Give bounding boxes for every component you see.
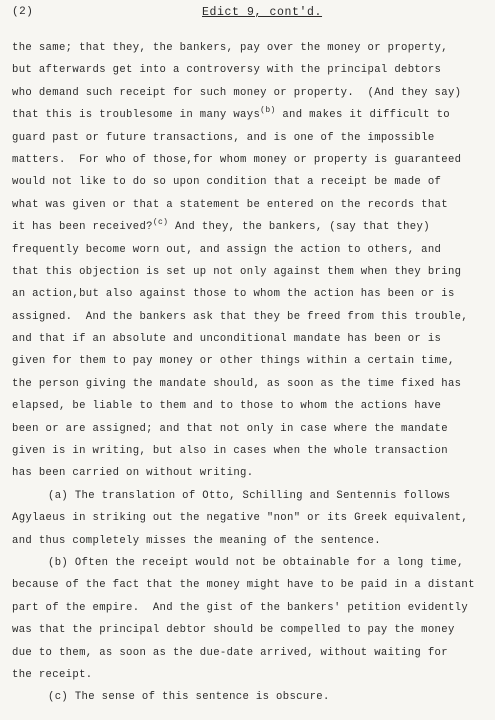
text-line: given for them to pay money or other things within a certain time, [12,355,455,368]
text-line: given is in writing, but also in cases when the whole transaction [12,445,448,458]
text-line: been or are assigned; and that not only in case where the mandate [12,422,448,435]
text-line: part of the empire. And the gist of the bankers' petition evidently [12,601,469,614]
text-line: elapsed, be liable to them and to those to whom the actions have [12,400,442,413]
text-line: and thus completely misses the meaning of the sentence. [12,534,381,547]
page-number: (2) [12,6,34,18]
text-line: what was given or that a statement be entered on the records that [12,198,448,211]
text-line: assigned. And the bankers ask that they be freed from this trouble, [12,310,469,323]
page-title: Edict 9, cont'd. [202,6,323,19]
text-line: matters. For who of those,for whom money or property is guaranteed [12,153,462,166]
line-text: it has been received? [12,221,153,234]
page-header [12,6,483,22]
text-line: who demand such receipt for such money or property. (And they say) [12,86,462,99]
text-line: the same; that they, the bankers, pay over the money or property, [12,42,448,54]
text-line: due to them, as soon as the due-date arrived, without waiting for [12,646,448,659]
line-text: and makes it difficult to [275,109,451,122]
text-line: guard past or future transactions, and is one of the impossible [12,131,435,144]
footnote-marker: (c) [152,218,169,228]
text-line: the receipt. [12,668,93,681]
text-line: and that if an absolute and unconditional mandate has been or is [12,333,442,346]
text-line: has been carried on without writing. [12,467,254,480]
document-body [12,37,489,709]
text-line: Agylaeus in striking out the negative "non" or its Greek equivalent, [12,512,469,525]
text-line: because of the fact that the money might have to be paid in a distant [12,579,475,592]
text-line: the person giving the mandate should, as soon as the time fixed has [12,377,462,390]
text-line: was that the principal debtor should be compelled to pay the money [12,624,455,637]
text-line: an action,but also against those to whom the action has been or is [12,288,455,301]
text-line: would not like to do so upon condition that a receipt be made of [12,176,442,189]
footnote-line: (a) The translation of Otto, Schilling and Sentennis follows [48,489,451,502]
text-line: frequently become worn out, and assign the action to others, and [12,243,442,256]
footnote-line: (b) Often the receipt would not be obtainable for a long time, [48,556,464,569]
text-line: but afterwards get into a controversy with the principal debtors [12,64,442,77]
line-text: And they, the bankers, (say that they) [168,221,430,234]
text-line [12,104,489,126]
line-text: that this is troublesome in many ways [12,109,261,122]
text-line: that this objection is set up not only against them when they bring [12,265,462,278]
footnote-line: (c) The sense of this sentence is obscure. [48,691,330,704]
footnote-marker: (b) [260,106,276,116]
text-line [12,216,489,238]
